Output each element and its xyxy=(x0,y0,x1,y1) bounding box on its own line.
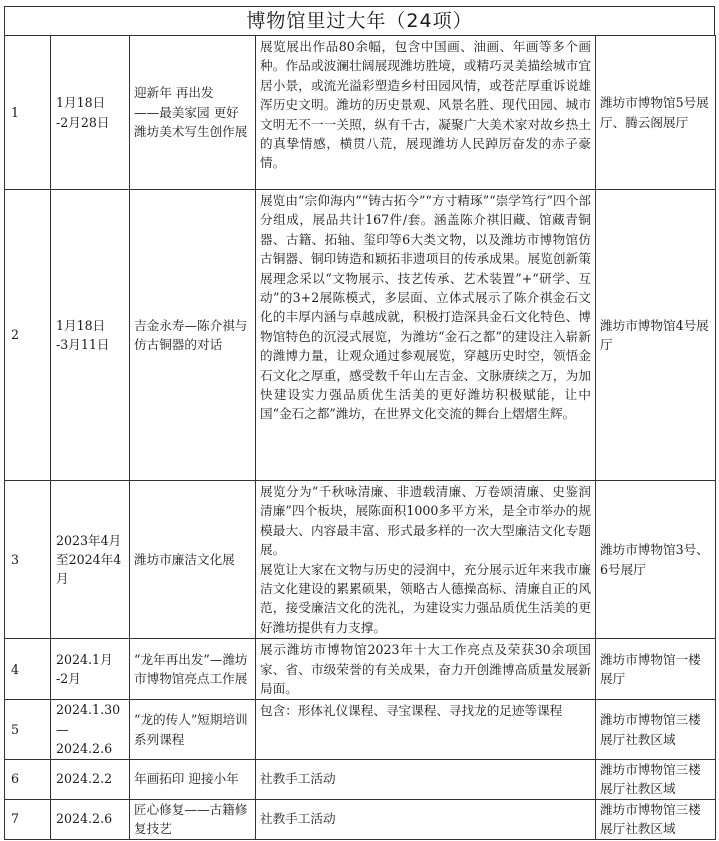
row-number: 2 xyxy=(5,190,51,481)
row-name: 年画拓印 迎接小年 xyxy=(130,759,256,799)
row-location: 潍坊市博物馆3号、6号展厅 xyxy=(596,481,716,639)
row-date: 1月18日 -3月11日 xyxy=(51,190,130,481)
row-date: 1月18日 -2月28日 xyxy=(51,36,130,190)
row-description: 展览展出作品80余幅，包含中国画、油画、年画等多个画种。作品或波澜壮阔展现潍坊胜境，或精巧灵美描绘城市宜居小景，或流光溢彩塑造乡村田园风情，或苍茫厚重诉说雄浑历史文明。潍坊的历史景观、风景名胜、现代田园、城市文明无不一一关照，纵有千古，凝聚广大美术家对故乡热土的真挚情感，横贯八荒，展现潍坊人民踔厉奋发的赤子豪情。 xyxy=(256,36,596,190)
table-row xyxy=(5,36,716,190)
table-row xyxy=(5,481,716,639)
row-number: 1 xyxy=(5,36,51,190)
row-location: 潍坊市博物馆一楼展厅 xyxy=(596,639,716,700)
row-date: 2024.1月 -2月 xyxy=(51,639,130,700)
row-description: 社教手工活动 xyxy=(256,759,596,799)
row-name: “龙年再出发”—潍坊市博物馆亮点工作展 xyxy=(130,639,256,700)
table-title: 博物馆里过大年（24项） xyxy=(4,6,715,35)
row-number: 5 xyxy=(5,700,51,759)
table-row xyxy=(5,799,716,839)
row-location: 潍坊市博物馆三楼展厅社教区域 xyxy=(596,700,716,759)
row-description: 展览分为“千秋咏清廉、非遗载清廉、万卷颂清廉、史鉴润清廉”四个板块，展陈面积1000多平方米，是全市举办的规模最大、内容最丰富、形式最多样的一次大型廉洁文化专题展。 展览让大家在文物与历史的浸润中，充分展示近年来我市廉洁文化建设的累累硕果，领略古人德操高标、清廉自正的风范，接受廉洁文化的洗礼，为建设实力强品质优生活美的更好潍坊提供有力支撑。 xyxy=(256,481,596,639)
row-name: 潍坊市廉洁文化展 xyxy=(130,481,256,639)
row-location: 潍坊市博物馆5号展厅、腾云阁展厅 xyxy=(596,36,716,190)
row-location: 潍坊市博物馆三楼展厅社教区域 xyxy=(596,759,716,799)
document xyxy=(4,6,715,840)
table-row xyxy=(5,639,716,700)
row-description: 展览由“宗仰海内”“铸古拓今”“方寸精琢”“崇学笃行”四个部分组成，展品共计167件/套。涵盖陈介祺旧藏、馆藏青铜器、古籍、拓轴、玺印等6大类文物，以及潍坊市博物馆仿古铜器、铜印铸造和颖拓非遗项目的传承成果。展览创新策展理念采以“文物展示、技艺传承、艺术装置”+“研学、互动”的3+2展陈模式，多层面、立体式展示了陈介祺金石文化的丰厚内涵与卓越成就，积极打造深具金石文化特色、博物馆特色的沉浸式展览，为潍坊“金石之都”的建设注入崭新的潍博力量，让观众通过参观展览，穿越历史时空，领悟金石文化之厚重，感受数千年山左吉金、文脉赓续之万，为加快建设实力强品质优生活美的更好潍坊积极赋能，让中国“金石之都”潍坊，在世界文化交流的舞台上熠熠生辉。 xyxy=(256,190,596,481)
row-date: 2023年4月至2024年4月 xyxy=(51,481,130,639)
row-date: 2024.2.6 xyxy=(51,799,130,839)
table-row xyxy=(5,700,716,759)
row-number: 7 xyxy=(5,799,51,839)
table-row xyxy=(5,759,716,799)
row-number: 6 xyxy=(5,759,51,799)
row-description: 社教手工活动 xyxy=(256,799,596,839)
row-location: 潍坊市博物馆4号展厅 xyxy=(596,190,716,481)
row-location: 潍坊市博物馆三楼展厅社教区域 xyxy=(596,799,716,839)
row-name: 吉金永寿—陈介祺与仿古铜器的对话 xyxy=(130,190,256,481)
row-name: “龙的传人”短期培训系列课程 xyxy=(130,700,256,759)
row-date: 2024.1.30— 2024.2.6 xyxy=(51,700,130,759)
row-description: 包含：形体礼仪课程、寻宝课程、寻找龙的足迹等课程 xyxy=(256,700,596,759)
row-description: 展示潍坊市博物馆2023年十大工作亮点及荣获30余项国家、省、市级荣誉的有关成果，奋力开创潍博高质量发展新局面。 xyxy=(256,639,596,700)
row-date: 2024.2.2 xyxy=(51,759,130,799)
row-name: 迎新年 再出发 ——最美家园 更好潍坊美术写生创作展 xyxy=(130,36,256,190)
events-table xyxy=(4,35,716,840)
table-row xyxy=(5,190,716,481)
row-name: 匠心修复——古籍修复技艺 xyxy=(130,799,256,839)
row-number: 4 xyxy=(5,639,51,700)
row-number: 3 xyxy=(5,481,51,639)
